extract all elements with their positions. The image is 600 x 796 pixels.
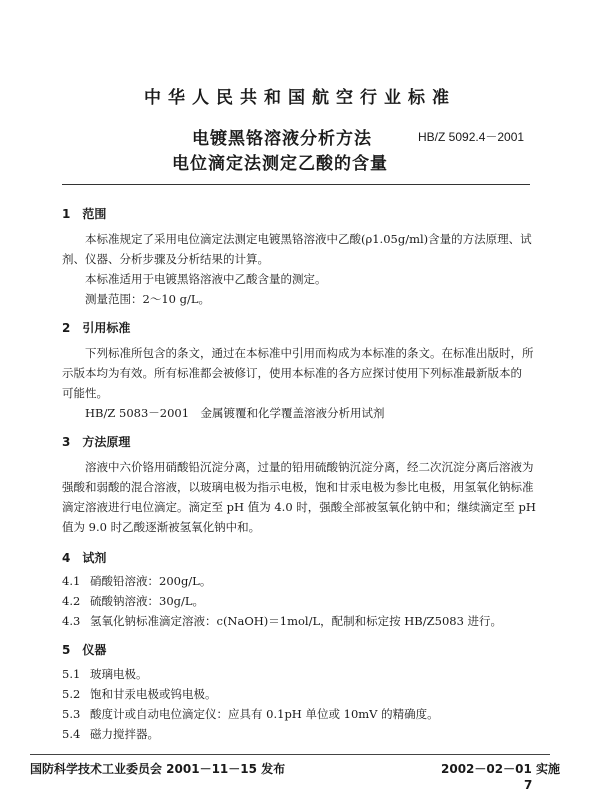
list-item-5-1-text: 玻璃电极。 [90, 667, 148, 681]
list-item-5-2-num: 5.2 [62, 687, 81, 701]
list-item-5-1-num: 5.1 [62, 667, 81, 681]
list-item-4-1-text: 硝酸铅溶液：200g/L。 [90, 574, 212, 588]
section-2-para-1a: 下列标准所包含的条文，通过在本标准中引用而构成为本标准的条文。在标准出版时，所 [85, 346, 534, 360]
section-1-para-2: 本标准适用于电镀黑铬溶液中乙酸含量的测定。 [85, 272, 327, 286]
section-1-heading: 1 范围 [62, 207, 107, 221]
list-item-4-3-text: 氢氧化钠标准滴定溶液：c(NaOH)＝1mol/L，配制和标定按 HB/Z5083 进行。 [90, 614, 503, 628]
section-5-heading: 5 仪器 [62, 643, 107, 657]
section-2-heading: 2 引用标准 [62, 321, 131, 335]
section-2-reference: HB/Z 5083－2001 金属镀覆和化学覆盖溶液分析用试剂 [85, 406, 385, 420]
section-1-para-3: 测量范围：2～10 g/L。 [85, 292, 210, 306]
section-2-para-1b: 示版本均为有效。所有标准都会被修订，使用本标准的各方应探讨使用下列标准最新版本的 [62, 366, 522, 380]
section-3-heading: 3 方法原理 [62, 435, 131, 449]
list-item-4-2-text: 硫酸钠溶液：30g/L。 [90, 594, 205, 608]
list-item-5-4-num: 5.4 [62, 727, 81, 741]
list-item-4-1-num: 4.1 [62, 574, 81, 588]
list-item-5-4-text: 磁力搅拌器。 [90, 727, 159, 741]
implementation-date: 2002－02－01 实施 [441, 762, 560, 776]
document-title-line-1: 电镀黑铬溶液分析方法 [192, 129, 372, 149]
section-3-para-1b: 强酸和弱酸的混合溶液，以玻璃电极为指示电极，饱和甘汞电极为参比电极，用氢氧化钠标准 [62, 480, 534, 494]
title-divider [62, 184, 530, 185]
section-4-heading: 4 试剂 [62, 551, 107, 565]
list-item-4-2-num: 4.2 [62, 594, 81, 608]
section-3-para-1c: 滴定溶液进行电位滴定。滴定至 pH 值为 4.0 时，强酸全部被氢氧化钠中和；继续滴定至 pH [62, 500, 536, 514]
section-1-para-1b: 剂、仪器、分析步骤及分析结果的计算。 [62, 252, 269, 266]
list-item-5-3-num: 5.3 [62, 707, 81, 721]
section-3-para-1a: 溶液中六价铬用硝酸铅沉淀分离，过量的铅用硫酸钠沉淀分离，经二次沉淀分离后溶液为 [85, 460, 534, 474]
section-1-para-1a: 本标准规定了采用电位滴定法测定电镀黑铬溶液中乙酸(ρ1.05g/ml)含量的方法原理、试 [85, 232, 532, 246]
standard-category-header: 中华人民共和国航空行业标准 [144, 88, 456, 108]
list-item-5-2-text: 饱和甘汞电极或钨电极。 [90, 687, 217, 701]
page-number: 7 [524, 778, 533, 792]
section-3-para-1d: 值为 9.0 时乙酸逐渐被氢氧化钠中和。 [62, 520, 261, 534]
list-item-5-3-text: 酸度计或自动电位滴定仪：应具有 0.1pH 单位或 10mV 的精确度。 [90, 707, 439, 721]
document-title-line-2: 电位滴定法测定乙酸的含量 [172, 154, 388, 174]
issue-date: 国防科学技术工业委员会 2001－11－15 发布 [30, 762, 286, 776]
footer-divider [30, 754, 550, 755]
list-item-4-3-num: 4.3 [62, 614, 81, 628]
section-2-para-1c: 可能性。 [62, 386, 108, 400]
standard-number: HB/Z 5092.4－2001 [418, 130, 525, 144]
